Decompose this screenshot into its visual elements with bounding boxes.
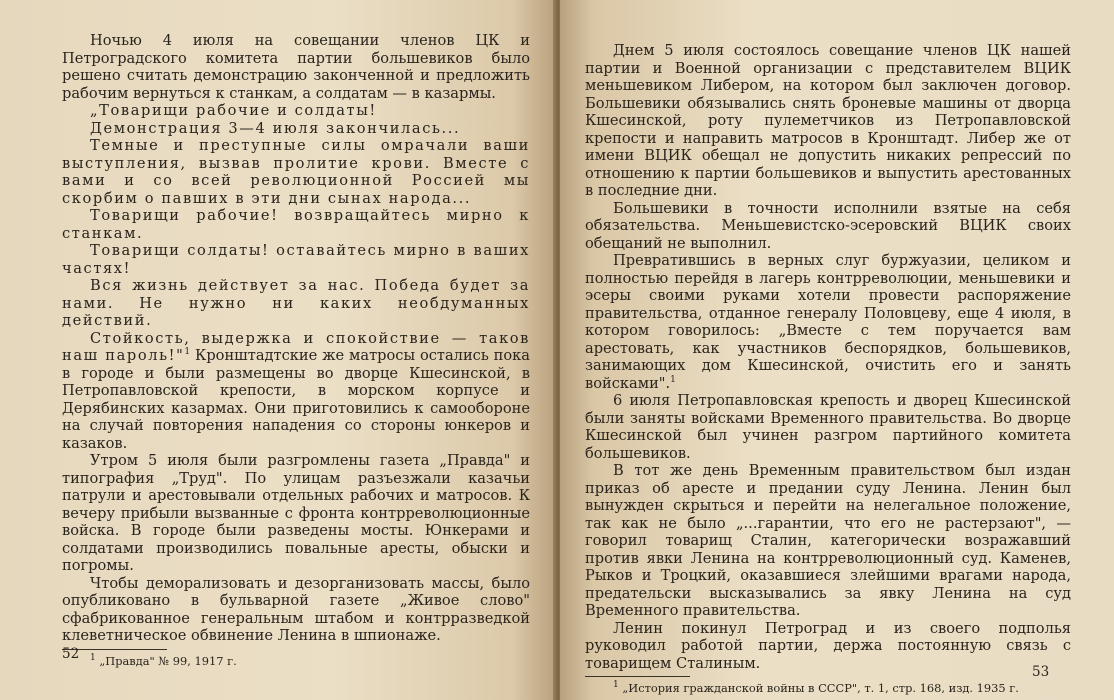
paragraph — [62, 330, 530, 453]
right-page — [560, 0, 1114, 700]
paragraph: 6 июля Петропавловская крепость и дворец Кшесинской были заняты войсками Временного правительства. Во дворце Кшесинской был учинен разгром партийного комитета большевиков. — [585, 392, 1071, 462]
footnote-text: „Правда" № 99, 1917 г. — [99, 653, 237, 668]
paragraph — [585, 252, 1071, 392]
appeal-salutation: „Товарищи рабочие и солдаты! — [90, 102, 377, 119]
paragraph: Ночью 4 июля на совещании членов ЦК и Петроградского комитета партии большевиков было решено считать демонстрацию законченной и предложить рабочим вернуться к станкам, а солдатам — в казармы. — [62, 32, 530, 102]
paragraph: В тот же день Временным правительством был издан приказ об аресте и предании суду Ленина. Ленин был вынужден скрыться и перейти на нелегальное положение, так как не было „...гарантии, что его не растерзают", — говорил товарищ Сталин, категорически возражавший против явки Ленина на контрреволюционный суд. Каменев, Рыков и Троцкий, оказавшиеся злейшими врагами народа, предательски высказывались за явку Ленина на суд Временного правительства. — [585, 462, 1071, 619]
appeal-line: Темные и преступные силы омрачали ваши выступления, вызвав пролитие крови. Вместе с вами и со всей революционной Россией мы скорбим о павших в эти дни сынах народа... — [62, 137, 530, 207]
paragraph: Днем 5 июля состоялось совещание членов ЦК нашей партии и Военной организации с представителем ВЦИК меньшевиком Либером, на котором был заключен договор. Большевики обязывались снять броневые машины от дворца Кшесинской, роту пулеметчиков из Петропавловской крепости и направить матросов в Кронштадт. Либер же от имени ВЦИК обещал не допустить никаких репрессий по отношению к партии большевиков и выпустить арестованных в последние дни. — [585, 42, 1071, 199]
appeal-line: Вся жизнь действует за нас. Победа будет за нами. Не нужно ни каких необдуманных действий. — [62, 277, 530, 329]
right-page-text — [585, 42, 1071, 695]
paragraph: Большевики в точности исполнили взятые на себя обязательства. Меньшевистско-эсеровский ВЦИК своих обещаний не выполнил. — [585, 199, 1071, 252]
footnote — [62, 654, 530, 668]
footnote-text: „История гражданской войны в СССР", т. 1, стр. 168, изд. 1935 г. — [622, 681, 1019, 695]
left-page-text — [62, 32, 530, 668]
paragraph: Утром 5 июля были разгромлены газета „Правда" и типография „Труд". По улицам разъезжали казачьи патрули и арестовывали отдельных рабочих и матросов. К вечеру прибыли вызванные с фронта контрреволюционные войска. В городе были разведены мосты. Юнкерами и солдатами производились повальные аресты, обыски и погромы. — [62, 452, 530, 574]
footnote-divider — [585, 676, 690, 677]
appeal-line: Товарищи солдаты! оставайтесь мирно в ваших частях! — [62, 242, 530, 277]
page-number: 52 — [62, 646, 80, 662]
paragraph: Чтобы деморализовать и дезорганизовать массы, было опубликовано в бульварной газете „Живое слово" сфабрикованное генеральным штабом и контрразведкой клеветническое обвинение Ленина в шпионаже. — [62, 574, 530, 644]
paragraph-text: Превратившись в верных слуг буржуазии, целиком и полностью перейдя в лагерь контрреволюции, меньшевики и эсеры своими руками хотели провести распоряжение правительства, отданное генералу Половцеву, еще 4 июля, в котором говорилось: „Вместе с тем поручается вам арестовать, как участников беспорядков, большевиков, занимающих дом Кшесинской, очистить его и занять войсками". — [585, 252, 1071, 392]
appeal-closing: Стойкость, выдержка и спокойствие — таков наш пароль!" — [62, 329, 530, 364]
footnote-marker: 1 — [184, 347, 191, 358]
page-number: 53 — [1032, 664, 1050, 680]
paragraph: Ленин покинул Петроград и из своего подполья руководил работой партии, держа постоянную связь с товарищем Сталиным. — [585, 619, 1071, 672]
footnote-marker: 1 — [613, 680, 619, 691]
footnote-marker: 1 — [90, 652, 96, 663]
footnote-marker: 1 — [670, 374, 676, 385]
appeal-line: Демонстрация 3—4 июля закончилась... — [90, 119, 461, 137]
paragraph-continuation: Кронштадтские же матросы остались пока в городе и были размещены во дворце Кшесинской, в Петропавловской крепости, в морском корпусе и Дерябинских казармах. Они приготовились к самообороне на случай повторения нападения со стороны юнкеров и казаков. — [62, 347, 531, 452]
footnote — [585, 681, 1071, 695]
appeal-line: Товарищи рабочие! возвращайтесь мирно к станкам. — [62, 207, 530, 242]
